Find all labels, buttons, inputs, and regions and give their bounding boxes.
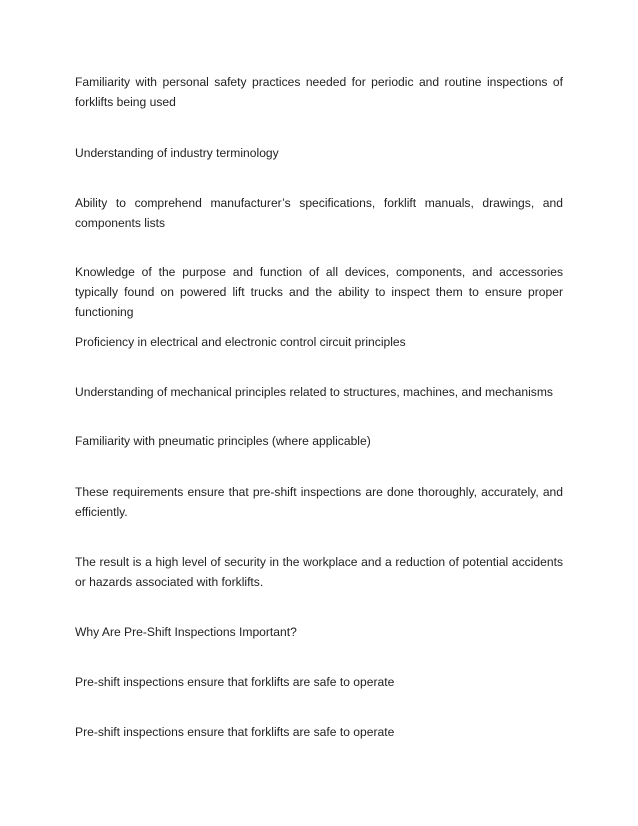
paragraph-mechanical-principles: Understanding of mechanical principles related to structures, machines, and mechanisms: [75, 385, 553, 399]
paragraph-requirements-summary: These requirements ensure that pre-shift inspections are done thoroughly, accurately, and efficiently.: [75, 485, 563, 519]
paragraph-electrical-principles: Proficiency in electrical and electronic control circuit principles: [75, 335, 406, 349]
paragraph-security-result: The result is a high level of security in the workplace and a reduction of potential accidents or hazards associated with forklifts.: [75, 555, 563, 589]
paragraph-manufacturer-specifications: Ability to comprehend manufacturer’s specifications, forklift manuals, drawings, and components lists: [75, 196, 563, 230]
paragraph-industry-terminology: Understanding of industry terminology: [75, 146, 279, 160]
paragraph-safe-to-operate-repeat: Pre-shift inspections ensure that forklifts are safe to operate: [75, 725, 395, 739]
paragraph-safety-practices: Familiarity with personal safety practices needed for periodic and routine inspections of forklifts being used: [75, 75, 563, 109]
paragraph-safe-to-operate: Pre-shift inspections ensure that forklifts are safe to operate: [75, 675, 395, 689]
section-heading-why-inspections: Why Are Pre-Shift Inspections Important?: [75, 625, 297, 639]
paragraph-devices-components: Knowledge of the purpose and function of all devices, components, and accessories typically found on powered lift trucks and the ability to inspect them to ensure proper functioning: [75, 265, 563, 319]
paragraph-pneumatic-principles: Familiarity with pneumatic principles (where applicable): [75, 434, 371, 448]
